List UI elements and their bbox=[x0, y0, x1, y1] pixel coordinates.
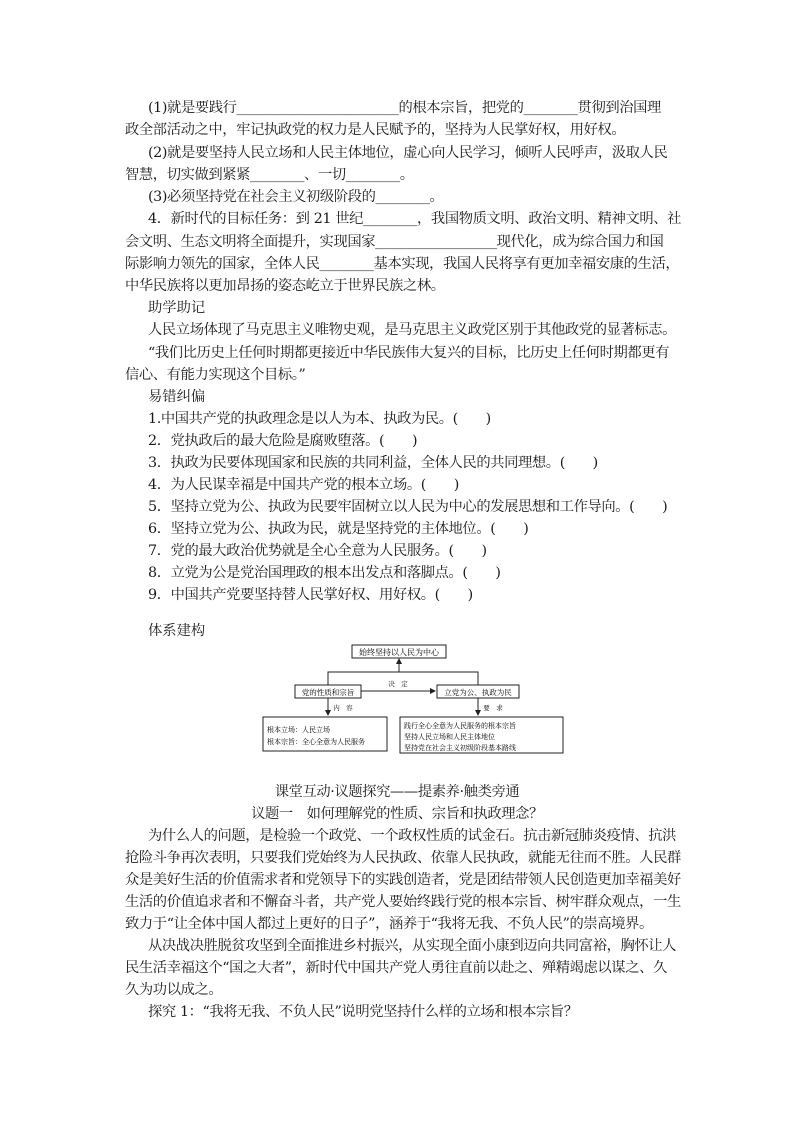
classroom-title: 课堂互动·议题探究——提素养·触类旁通 bbox=[274, 784, 520, 800]
diagram-left-box-line: 根本宗旨：全心全意为人民服务 bbox=[267, 738, 365, 746]
goal-line-2: 会文明、生态文明将全面提升，实现国家__________________现代化，成为综合国力和国 bbox=[125, 234, 664, 250]
error-item: 7．党的最大政治优势就是全心全意为人民服务。( ) bbox=[148, 543, 487, 559]
meaning-line-5: (3)必须坚持党在社会主义初级阶段的________。 bbox=[148, 189, 444, 205]
diagram-left-sub-label: 内 容 bbox=[333, 704, 353, 712]
para1-line-1: 为什么人的问题，是检验一个政党、一个政权性质的试金石。抗击新冠肺炎疫情、抗洪 bbox=[148, 828, 677, 844]
error-item: 1.中国共产党的执政理念是以人为本、执政为民。( ) bbox=[148, 411, 491, 427]
error-item: 6．坚持立党为公、执政为民，就是坚持党的主体地位。( ) bbox=[148, 521, 529, 537]
para1-line-5: 致力于“让全体中国人都过上更好的日子”，涵养于“我将无我、不负人民”的崇高境界。 bbox=[125, 916, 653, 932]
diagram-arrow-label: 决 定 bbox=[388, 680, 408, 688]
para2-line-2: 民生活幸福这个“国之大者”，新时代中国共产党人勇往直前以赴之、殚精竭虑以谋之、久 bbox=[125, 960, 667, 976]
memo-line-3: 信心、有能力实现这个目标。” bbox=[125, 367, 306, 383]
diagram-left-box-line: 根本立场：人民立场 bbox=[267, 726, 330, 734]
explore-question: 探究 1：“我将无我、不负人民”说明党坚持什么样的立场和根本宗旨？ bbox=[148, 1004, 578, 1020]
error-item: 2．党执政后的最大危险是腐败堕落。( ) bbox=[148, 433, 418, 449]
diagram-right-box-line: 践行全心全意为人民服务的根本宗旨 bbox=[404, 722, 516, 730]
memo-line-2: “我们比历史上任何时期都更接近中华民族伟大复兴的目标，比历史上任何时期都更有 bbox=[148, 345, 670, 361]
error-item: 4．为人民谋幸福是中国共产党的根本立场。( ) bbox=[148, 477, 459, 493]
diagram-left-label: 党的性质和宗旨 bbox=[301, 688, 355, 697]
error-item: 3．执政为民要体现国家和民族的共同利益，全体人民的共同理想。( ) bbox=[148, 455, 598, 471]
para1-line-2: 抢险斗争再次表明，只要我们党始终为人民执政、依靠人民执政，就能无往而不胜。人民群 bbox=[125, 850, 681, 866]
meaning-line-4: 智慧，切实做到紧紧________、一切________。 bbox=[125, 167, 414, 183]
para1-line-3: 众是美好生活的价值需求者和党领导下的实践创造者，党是团结带领人民创造更加幸福美好 bbox=[125, 872, 681, 888]
meaning-line-2: 政全部活动之中，牢记执政党的权力是人民赋予的，坚持为人民掌好权，用好权。 bbox=[125, 122, 626, 138]
error-item: 9．中国共产党要坚持替人民掌好权、用好权。( ) bbox=[148, 587, 473, 603]
memo-line-1: 人民立场体现了马克思主义唯物史观，是马克思主义政党区别于其他政党的显著标志。 bbox=[148, 322, 677, 338]
diagram-right-sub-label: 要 求 bbox=[483, 704, 503, 712]
goal-line-1: 4．新时代的目标任务：到 21 世纪________，我国物质文明、政治文明、精神文明、社 bbox=[148, 211, 682, 227]
goal-line-4: 中华民族将以更加昂扬的姿态屹立于世界民族之林。 bbox=[125, 278, 445, 294]
error-item: 8．立党为公是党治国理政的根本出发点和落脚点。( ) bbox=[148, 565, 501, 581]
meaning-line-3: (2)就是要坚持人民立场和人民主体地位，虚心向人民学习，倾听人民呼声，汲取人民 bbox=[148, 145, 668, 161]
classroom-topic: 议题一 如何理解党的性质、宗旨和执政理念？ bbox=[251, 806, 543, 822]
meaning-line-1: (1)就是要践行________________________的根本宗旨，把党的________贯彻到治国理 bbox=[148, 100, 661, 116]
system-diagram bbox=[255, 640, 575, 760]
system-heading: 体系建构 bbox=[148, 623, 206, 639]
diagram-right-connector bbox=[399, 672, 478, 685]
errors-heading: 易错纠偏 bbox=[148, 389, 206, 405]
para1-line-4: 生活的价值追求者和不懈奋斗者，共产党人要始终践行党的根本宗旨、树牢群众观点，一生 bbox=[125, 894, 681, 910]
diagram-top-label: 始终坚持以人民为中心 bbox=[359, 648, 439, 657]
error-item: 5．坚持立党为公、执政为民要牢固树立以人民为中心的发展思想和工作导向。( ) bbox=[148, 499, 668, 515]
diagram-right-box-line: 坚持党在社会主义初级阶段基本路线 bbox=[404, 744, 516, 752]
goal-line-3: 际影响力领先的国家，全体人民________基本实现，我国人民将享有更加幸福安康的生活， bbox=[125, 256, 680, 272]
para2-line-3: 久为功以成之。 bbox=[125, 982, 223, 998]
diagram-right-box-line: 坚持人民立场和人民主体地位 bbox=[404, 733, 495, 741]
para2-line-1: 从决战决胜脱贫攻坚到全面推进乡村振兴，从实现全面小康到迈向共同富裕，胸怀让人 bbox=[148, 938, 677, 954]
memo-heading: 助学助记 bbox=[148, 300, 206, 316]
diagram-right-label: 立党为公、执政为民 bbox=[444, 688, 512, 697]
